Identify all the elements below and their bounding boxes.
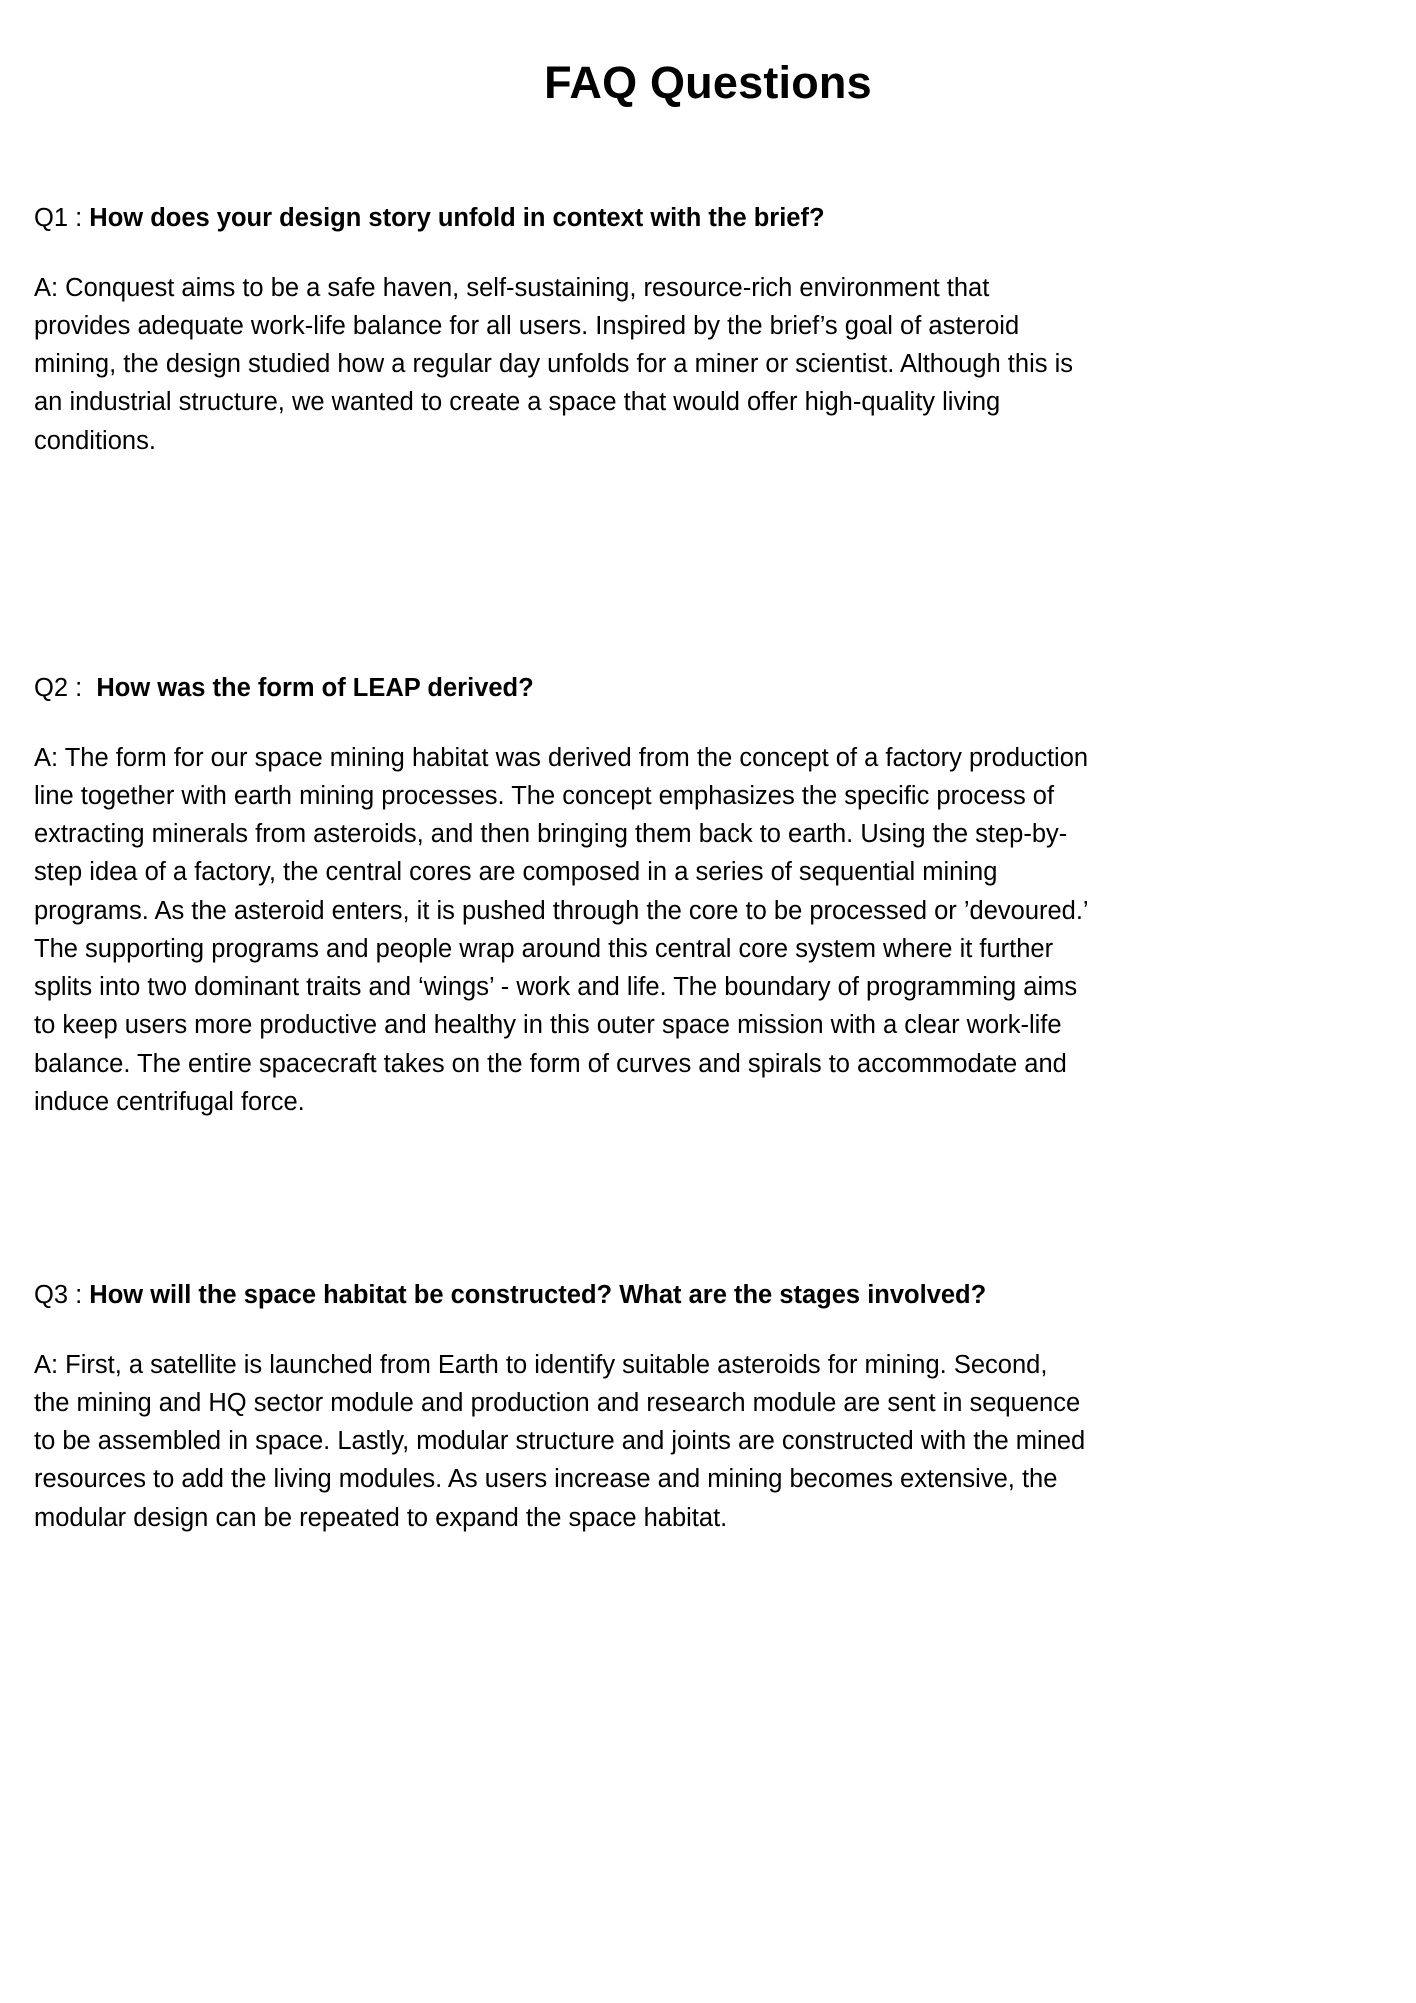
faq-item-q2	[34, 672, 1382, 1121]
question-line-q1	[34, 202, 1382, 236]
spacer-q3-answer	[34, 1313, 1382, 1346]
question-line-q2	[34, 672, 1382, 706]
spacer-q2-answer	[34, 706, 1382, 739]
answer-text-q3: A: First, a satellite is launched from Earth to identify suitable asteroids for mining. Second, the mining and HQ sector module and production and research module are sent in sequence to be assembled in space. Lastly, modular structure and joints are constructed with the mined resources to add the living modules. As users increase and mining becomes extensive, the modular design can be repeated to expand the space habitat.	[34, 1350, 1093, 1532]
question-text-q1: How does your design story unfold in context with the brief?	[89, 204, 825, 232]
spacer-between-q1-q2	[34, 460, 1382, 672]
spacer-between-q2-q3	[34, 1121, 1382, 1279]
question-text-q2: How was the form of LEAP derived?	[96, 673, 534, 702]
faq-item-q1	[34, 202, 1382, 460]
question-label-q1: Q1 :	[34, 204, 90, 232]
question-label-q2: Q2 :	[34, 673, 97, 702]
spacer-page-bottom	[34, 1537, 1382, 1937]
answer-text-q1: A: Conquest aims to be a safe haven, self-sustaining, resource-rich environment that provides adequate work-life balance for all users. Inspired by the brief’s goal of asteroid mining, the design studied how a regular day unfolds for a miner or scientist. Although this is an industrial structure, we wanted to create a space that would offer high-quality living conditions.	[34, 273, 1081, 455]
page-title: FAQ Questions	[544, 57, 872, 108]
question-line-q3	[34, 1279, 1382, 1313]
spacer-q1-answer	[34, 236, 1382, 269]
spacer-before-q1	[34, 110, 1382, 202]
answer-text-q2: A: The form for our space mining habitat was derived from the concept of a factory production line together with earth mining processes. The concept emphasizes the specific process of extracting minerals from asteroids, and then bringing them back to earth. Using the step-by-step idea of a factory, the central cores are composed in a series of sequential mining programs. As the asteroid enters, it is pushed through the core to be processed or ’devoured.’ The supporting programs and people wrap around this central core system where it further splits into two dominant traits and ‘wings’ - work and life. The boundary of programming aims to keep users more productive and healthy in this outer space mission with a clear work-life balance. The entire spacecraft takes on the form of curves and spirals to accommodate and induce centrifugal force.	[34, 743, 1096, 1116]
question-label-q3: Q3 :	[34, 1281, 90, 1310]
question-text-q3: How will the space habitat be constructed? What are the stages involved?	[89, 1281, 987, 1310]
faq-item-q3	[34, 1279, 1382, 1537]
faq-content	[0, 110, 1416, 1937]
